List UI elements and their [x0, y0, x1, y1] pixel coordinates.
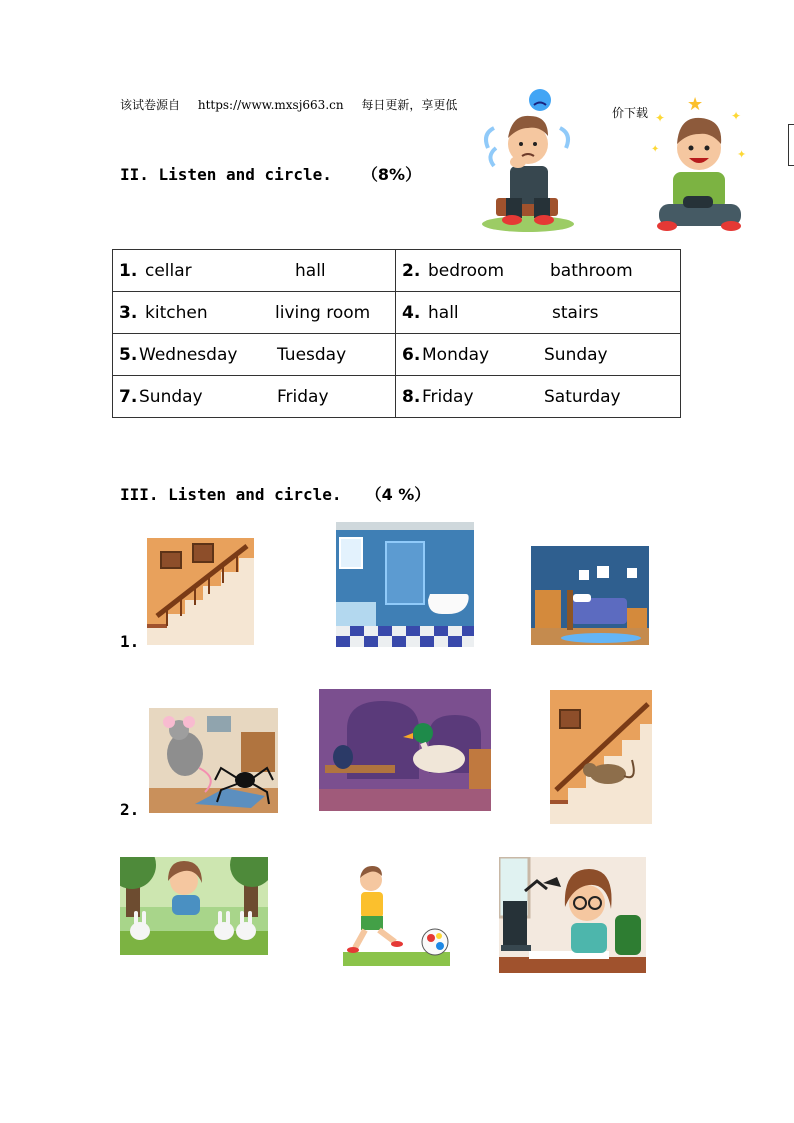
- item-2: 2. bedroom bathroom: [396, 250, 681, 292]
- girl-studying-picture[interactable]: [499, 857, 646, 973]
- row-number-2: 2.: [120, 800, 140, 819]
- section-2-title-text: II. Listen and circle.: [120, 165, 332, 184]
- rat-and-spider-picture[interactable]: [149, 708, 278, 813]
- section-2-title: [120, 162, 421, 185]
- item-3: 3. kitchen living room: [113, 292, 396, 334]
- item-8: 8. Friday Saturday: [396, 376, 681, 418]
- section-3-title: [120, 482, 430, 505]
- option-a[interactable]: Friday: [422, 386, 474, 407]
- source-note: [120, 96, 471, 113]
- option-a[interactable]: Sunday: [139, 386, 203, 407]
- option-a[interactable]: bedroom: [428, 260, 505, 281]
- duck-in-cellar-picture[interactable]: [319, 689, 491, 811]
- item-6: 6. Monday Sunday: [396, 334, 681, 376]
- section-3-title-text: III. Listen and circle.: [120, 485, 342, 504]
- option-a[interactable]: Monday: [422, 344, 490, 365]
- option-a[interactable]: kitchen: [145, 302, 208, 323]
- sad-boy-illustration: [480, 86, 576, 232]
- option-b[interactable]: bathroom: [550, 260, 633, 281]
- word-choice-table: [112, 249, 681, 418]
- option-b[interactable]: Sunday: [544, 344, 608, 365]
- boy-playing-football-picture[interactable]: [343, 866, 450, 966]
- bedroom-picture[interactable]: [531, 546, 649, 645]
- svg-text:✦: ✦: [655, 111, 666, 125]
- happy-boy-illustration: [647, 92, 749, 234]
- option-a[interactable]: hall: [428, 302, 459, 323]
- bathroom-picture[interactable]: [336, 522, 474, 647]
- table-row: [113, 334, 681, 376]
- svg-text:✦: ✦: [731, 109, 742, 123]
- option-b[interactable]: hall: [295, 260, 326, 281]
- option-b[interactable]: living room: [275, 302, 371, 323]
- stairs-picture[interactable]: [147, 538, 254, 645]
- price-fragment: 价下载: [612, 106, 649, 120]
- daily-update-text: 每日更新，享更低: [361, 98, 458, 112]
- svg-text:✦: ✦: [651, 144, 660, 155]
- option-b[interactable]: stairs: [552, 302, 599, 323]
- item-7: 7. Sunday Friday: [113, 376, 396, 418]
- option-a[interactable]: Wednesday: [139, 344, 238, 365]
- item-5: 5. Wednesday Tuesday: [113, 334, 396, 376]
- source-label: 该试卷源自: [120, 98, 181, 112]
- table-row: [113, 292, 681, 334]
- item-1: 1. cellar hall: [113, 250, 396, 292]
- section-3-percent: （4 %）: [365, 485, 431, 504]
- option-b[interactable]: Friday: [277, 386, 329, 407]
- stairs-with-rat-picture[interactable]: [550, 690, 652, 824]
- svg-text:✦: ✦: [737, 148, 747, 161]
- girl-with-rabbits-picture[interactable]: [120, 857, 268, 955]
- item-4: 4. hall stairs: [396, 292, 681, 334]
- table-row: [113, 250, 681, 292]
- table-row: [113, 376, 681, 418]
- source-url[interactable]: https://www.mxsj663.cn: [197, 98, 344, 112]
- option-b[interactable]: Tuesday: [277, 344, 347, 365]
- section-2-percent: （8%）: [361, 165, 422, 184]
- option-b[interactable]: Saturday: [544, 386, 621, 407]
- page-edge-mark: [788, 124, 794, 166]
- row-number-1: 1.: [120, 632, 140, 651]
- option-a[interactable]: cellar: [145, 260, 192, 281]
- svg-text:★: ★: [687, 94, 704, 115]
